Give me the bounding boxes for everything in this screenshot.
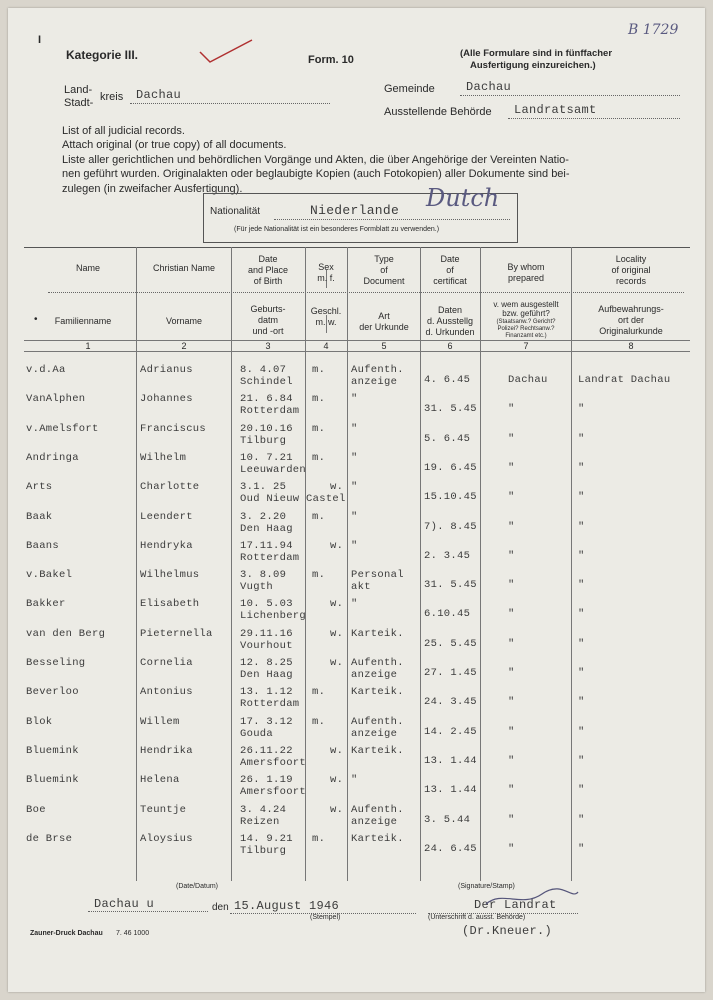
cell-by: " xyxy=(508,754,515,767)
nationality-box xyxy=(203,184,518,243)
nationality-value: Niederlande xyxy=(310,203,400,218)
col5-en: Type of Document xyxy=(363,254,405,286)
cell-sex: m. xyxy=(312,422,326,435)
cell-place: Rotterdam xyxy=(240,698,300,711)
cell-birth: 26.11.22 xyxy=(240,744,293,757)
nationality-note: (Für jede Nationalität ist ein besonderes Formblatt zu verwenden.) xyxy=(234,226,440,233)
behoerde-label: Ausstellende Behörde xyxy=(384,106,492,118)
cell-doc: Karteik. xyxy=(351,686,404,699)
col4-en: Sex m. f. xyxy=(317,262,335,283)
cell-place: Leeuwarden xyxy=(240,463,307,476)
cell-loc: " xyxy=(578,784,585,797)
kreis-label: kreis xyxy=(100,91,124,103)
cell-doc: " xyxy=(351,393,358,406)
category-label: Kategorie III. xyxy=(66,48,139,62)
cell-by: " xyxy=(508,696,515,709)
cell-by: Dachau xyxy=(508,374,548,386)
col1-num: 1 xyxy=(85,341,91,351)
cell-first: Pieternella xyxy=(140,627,213,640)
cell-birth: 20.10.16 xyxy=(240,422,293,435)
unterschrift-label: (Unterschrift d. ausst. Behörde) xyxy=(428,914,526,921)
check-mark-icon xyxy=(196,36,256,64)
col7-de: v. wem ausgestellt bzw. geführt? xyxy=(493,300,559,318)
cell-sex: m. xyxy=(312,686,326,699)
cell-sex: m. xyxy=(312,715,326,728)
cell-loc: " xyxy=(578,579,585,592)
cell-by: " xyxy=(508,461,515,474)
cell-place: Reizen xyxy=(240,815,280,828)
cell-place: Vugth xyxy=(240,581,274,594)
cell-sex: w. xyxy=(330,481,344,494)
cell-name: Bluemink xyxy=(26,744,79,757)
cell-doc2: anzeige xyxy=(351,376,398,388)
cell-first: Willem xyxy=(140,715,180,728)
cell-name: Blok xyxy=(26,715,53,728)
cell-first: Aloysius xyxy=(140,832,193,845)
cell-date: 7). 8.45 xyxy=(424,520,477,533)
footer-date: 15.August 1946 xyxy=(234,899,340,913)
col6-en: Date of certificat xyxy=(433,254,467,286)
cell-loc: " xyxy=(578,432,585,445)
col2-num: 2 xyxy=(181,341,187,351)
cell-date: 19. 6.45 xyxy=(424,461,477,474)
cell-sex: w. xyxy=(330,539,344,552)
cell-doc: " xyxy=(351,774,358,787)
cell-doc: " xyxy=(351,481,358,494)
cell-sex: w. xyxy=(330,744,344,757)
cell-doc: " xyxy=(351,422,358,435)
cell-sex: m. xyxy=(312,569,326,582)
cell-by: " xyxy=(508,549,515,562)
cell-date: 24. 3.45 xyxy=(424,696,477,709)
cell-by: " xyxy=(508,667,515,679)
col1-en: Name xyxy=(75,263,100,273)
cell-date: 3. 5.44 xyxy=(424,813,471,826)
cell-birth: 14. 9.21 xyxy=(240,832,293,845)
gemeinde-value: Dachau xyxy=(466,80,512,94)
cell-sex: m. xyxy=(312,451,326,464)
cell-sex: m. xyxy=(312,510,326,523)
cell-by: " xyxy=(508,637,515,650)
cell-by: " xyxy=(508,403,515,416)
intro-line5: zulegen (in zweifacher Ausfertigung). xyxy=(62,182,243,195)
cell-date: 15.10.45 xyxy=(424,491,477,504)
cell-loc: " xyxy=(578,403,585,416)
date-label: (Date/Datum) xyxy=(176,883,219,890)
cell-loc: " xyxy=(578,754,585,767)
cell-birth: 21. 6.84 xyxy=(240,393,293,406)
cell-place: Amersfoort xyxy=(240,786,307,799)
cell-loc: " xyxy=(578,461,585,474)
col3-en: Date and Place of Birth xyxy=(247,254,289,286)
cell-birth: 3. 8.09 xyxy=(240,569,287,582)
cell-first: Teuntje xyxy=(140,803,187,816)
cell-first: Cornelia xyxy=(140,657,193,669)
cell-place: Vourhout xyxy=(240,639,293,652)
cell-place: Den Haag xyxy=(240,669,293,681)
cell-loc: " xyxy=(578,549,585,562)
cell-first: Charlotte xyxy=(140,481,200,494)
cell-doc: " xyxy=(351,451,358,464)
printer-label: Zauner-Druck Dachau xyxy=(30,930,103,937)
cell-name: de Brse xyxy=(26,832,73,845)
cell-date: 31. 5.45 xyxy=(424,579,477,592)
cell-sex: w. xyxy=(330,627,344,640)
cell-date: 13. 1.44 xyxy=(424,754,477,767)
cell-name: van den Berg xyxy=(26,627,106,640)
cell-first: Hendryka xyxy=(140,539,193,552)
signatory-name: (Dr.Kneuer.) xyxy=(462,924,553,938)
cell-date: 24. 6.45 xyxy=(424,842,477,855)
cell-doc: Karteik. xyxy=(351,832,404,845)
cell-place: Rotterdam xyxy=(240,405,300,418)
cell-date: 25. 5.45 xyxy=(424,637,477,650)
footer-den: den xyxy=(212,902,229,913)
cell-place: Gouda xyxy=(240,727,274,740)
cell-place: Tilburg xyxy=(240,434,287,447)
cell-loc: " xyxy=(578,491,585,504)
stadt-label: Stadt- xyxy=(64,97,94,109)
cell-first: Wilhelm xyxy=(140,451,187,464)
cell-date: 5. 6.45 xyxy=(424,432,471,445)
cell-doc: Aufenth. xyxy=(351,803,404,816)
cell-first: Wilhelmus xyxy=(140,569,200,582)
cell-doc: " xyxy=(351,510,358,523)
stempel-label: (Stempel) xyxy=(310,914,341,921)
cell-first: Franciscus xyxy=(140,422,207,435)
document-sheet xyxy=(8,8,705,992)
cell-doc: Aufenth. xyxy=(351,715,404,728)
cell-by: " xyxy=(508,813,515,826)
cell-name: Arts xyxy=(26,481,53,494)
cell-first: Elisabeth xyxy=(140,598,200,611)
note-line1: (Alle Formulare sind in fünffacher xyxy=(460,48,613,59)
cell-doc2: anzeige xyxy=(351,815,398,828)
cell-doc2: akt xyxy=(351,581,371,594)
cell-by: " xyxy=(508,725,515,738)
intro-line3: Liste aller gerichtlichen und behördlichen Vorgänge und Akten, die über Angehörige der Vereinten Natio- xyxy=(62,153,569,166)
nationality-handwritten: Dutch xyxy=(426,184,500,212)
cell-sex: m. xyxy=(312,393,326,406)
col7-en: By whom prepared xyxy=(507,262,545,283)
cell-first: Adrianus xyxy=(140,364,193,376)
col6-de: Daten d. Ausstellg d. Urkunden xyxy=(425,305,475,337)
cell-loc: " xyxy=(578,608,585,621)
cell-date: 14. 2.45 xyxy=(424,725,477,738)
cell-by: " xyxy=(508,784,515,797)
cell-first: Leendert xyxy=(140,510,193,523)
col4-num: 4 xyxy=(323,341,329,351)
roman-numeral: I xyxy=(38,34,42,46)
cell-loc: Landrat Dachau xyxy=(578,374,671,386)
cell-loc: " xyxy=(578,696,585,709)
cell-doc: " xyxy=(351,598,358,611)
cell-doc: Personal xyxy=(351,569,404,582)
cell-loc: " xyxy=(578,667,585,679)
cell-birth: 17.11.94 xyxy=(240,539,293,552)
cell-place: Lichenberg xyxy=(240,610,307,623)
cell-sex: m. xyxy=(312,364,326,376)
cell-name: v.Amelsfort xyxy=(26,422,99,435)
col1-de: Familienname xyxy=(54,316,112,326)
col5-de: Art der Urkunde xyxy=(359,311,409,332)
col6-num: 6 xyxy=(447,341,453,351)
cell-name: v.d.Aa xyxy=(26,364,66,376)
cell-by: " xyxy=(508,491,515,504)
cell-loc: " xyxy=(578,520,585,533)
cell-first: Hendrika xyxy=(140,744,193,757)
cell-doc2: anzeige xyxy=(351,727,398,740)
cell-birth: 8. 4.07 xyxy=(240,364,287,376)
cell-place: Tilburg xyxy=(240,844,287,857)
signature-scribble-icon xyxy=(482,886,582,910)
col3-de: Geburts- datm und -ort xyxy=(250,304,286,336)
cell-birth: 12. 8.25 xyxy=(240,657,293,669)
cell-loc: " xyxy=(578,725,585,738)
cell-doc: Aufenth. xyxy=(351,657,404,669)
col1-bullet: • xyxy=(34,314,38,325)
kreis-value: Dachau xyxy=(136,88,182,102)
note-line2: Ausfertigung einzureichen.) xyxy=(470,60,596,71)
nationality-label: Nationalität xyxy=(210,206,261,217)
cell-first: Helena xyxy=(140,774,180,787)
cell-doc: Aufenth. xyxy=(351,364,404,376)
cell-date: 4. 6.45 xyxy=(424,374,471,386)
intro-line2: Attach original (or true copy) of all documents. xyxy=(62,139,287,152)
cell-sex: w. xyxy=(330,657,344,669)
intro-line1: List of all judicial records. xyxy=(62,125,185,137)
cell-by: " xyxy=(508,842,515,855)
cell-birth: 13. 1.12 xyxy=(240,686,293,699)
cell-birth: 3.1. 25 xyxy=(240,481,287,494)
cell-name: Besseling xyxy=(26,657,86,669)
cell-place: Amersfoort xyxy=(240,756,307,769)
cell-birth: 29.11.16 xyxy=(240,627,293,640)
signed-by: Der Landrat xyxy=(474,898,557,912)
col5-num: 5 xyxy=(381,341,387,351)
cell-date: 6.10.45 xyxy=(424,608,471,621)
cell-loc: " xyxy=(578,813,585,826)
col3-num: 3 xyxy=(265,341,271,351)
cell-first: Johannes xyxy=(140,393,193,406)
intro-text xyxy=(62,124,682,196)
intro-line4: nen geführt wurden. Originalakten oder beglaubigte Kopien (auch Fotokopien) aller Dokumente sind bei- xyxy=(62,168,570,181)
cell-birth: 10. 5.03 xyxy=(240,598,293,611)
cell-sex: w. xyxy=(330,598,344,611)
cell-place: Rotterdam xyxy=(240,551,300,564)
col8-num: 8 xyxy=(628,341,634,351)
cell-birth: 3. 2.20 xyxy=(240,510,287,523)
form-number: Form. 10 xyxy=(308,54,354,66)
cell-birth: 10. 7.21 xyxy=(240,451,293,464)
archive-number-handwritten: B 1729 xyxy=(628,22,679,38)
land-label: Land- xyxy=(64,84,93,96)
cell-name: Bakker xyxy=(26,598,66,611)
col4-de: Geschl. m. w. xyxy=(310,306,342,327)
cell-birth: 26. 1.19 xyxy=(240,774,293,787)
behoerde-value: Landratsamt xyxy=(514,103,597,117)
col2-en: Christian Name xyxy=(152,263,216,273)
cell-doc: Karteik. xyxy=(351,627,404,640)
col7-num: 7 xyxy=(523,341,529,351)
col8-en: Locality of original records xyxy=(611,254,651,286)
cell-name: VanAlphen xyxy=(26,393,86,406)
cell-name: Baans xyxy=(26,539,60,552)
col2-de: Vorname xyxy=(165,316,203,326)
cell-sex: w. xyxy=(330,774,344,787)
cell-birth: 3. 4.24 xyxy=(240,803,287,816)
cell-by: " xyxy=(508,608,515,621)
col8-de: Aufbewahrungs- ort der Originalurkunde xyxy=(598,304,664,336)
cell-name: Andringa xyxy=(26,451,79,464)
cell-doc: " xyxy=(351,539,358,552)
cell-doc: Karteik. xyxy=(351,744,404,757)
cell-sex: m. xyxy=(312,832,326,845)
cell-doc2: anzeige xyxy=(351,669,398,681)
cell-loc: " xyxy=(578,637,585,650)
cell-by: " xyxy=(508,579,515,592)
cell-place: Schindel xyxy=(240,376,293,388)
cell-sex: w. xyxy=(330,803,344,816)
col7-de-small: (Staatsanw.? Gericht? Polizei? Rechtsanw.? Finanzamt etc.) xyxy=(496,319,556,339)
cell-by: " xyxy=(508,432,515,445)
signature-label: (Signature/Stamp) xyxy=(458,883,515,890)
cell-date: 13. 1.44 xyxy=(424,784,477,797)
cell-place: Den Haag xyxy=(240,522,293,535)
cell-birth: 17. 3.12 xyxy=(240,715,293,728)
cell-date: 27. 1.45 xyxy=(424,667,477,679)
cell-first: Antonius xyxy=(140,686,193,699)
footer-place: Dachau u xyxy=(94,897,155,911)
cell-name: Boe xyxy=(26,803,46,816)
cell-name: Beverloo xyxy=(26,686,79,699)
gemeinde-label: Gemeinde xyxy=(384,83,435,95)
cell-name: v.Bakel xyxy=(26,569,73,582)
printer-code: 7. 46 1000 xyxy=(116,930,150,937)
cell-date: 31. 5.45 xyxy=(424,403,477,416)
cell-date: 2. 3.45 xyxy=(424,549,471,562)
cell-by: " xyxy=(508,520,515,533)
cell-name: Bluemink xyxy=(26,774,79,787)
cell-loc: " xyxy=(578,842,585,855)
cell-place: Oud Nieuw Castel xyxy=(240,493,346,506)
cell-name: Baak xyxy=(26,510,53,523)
